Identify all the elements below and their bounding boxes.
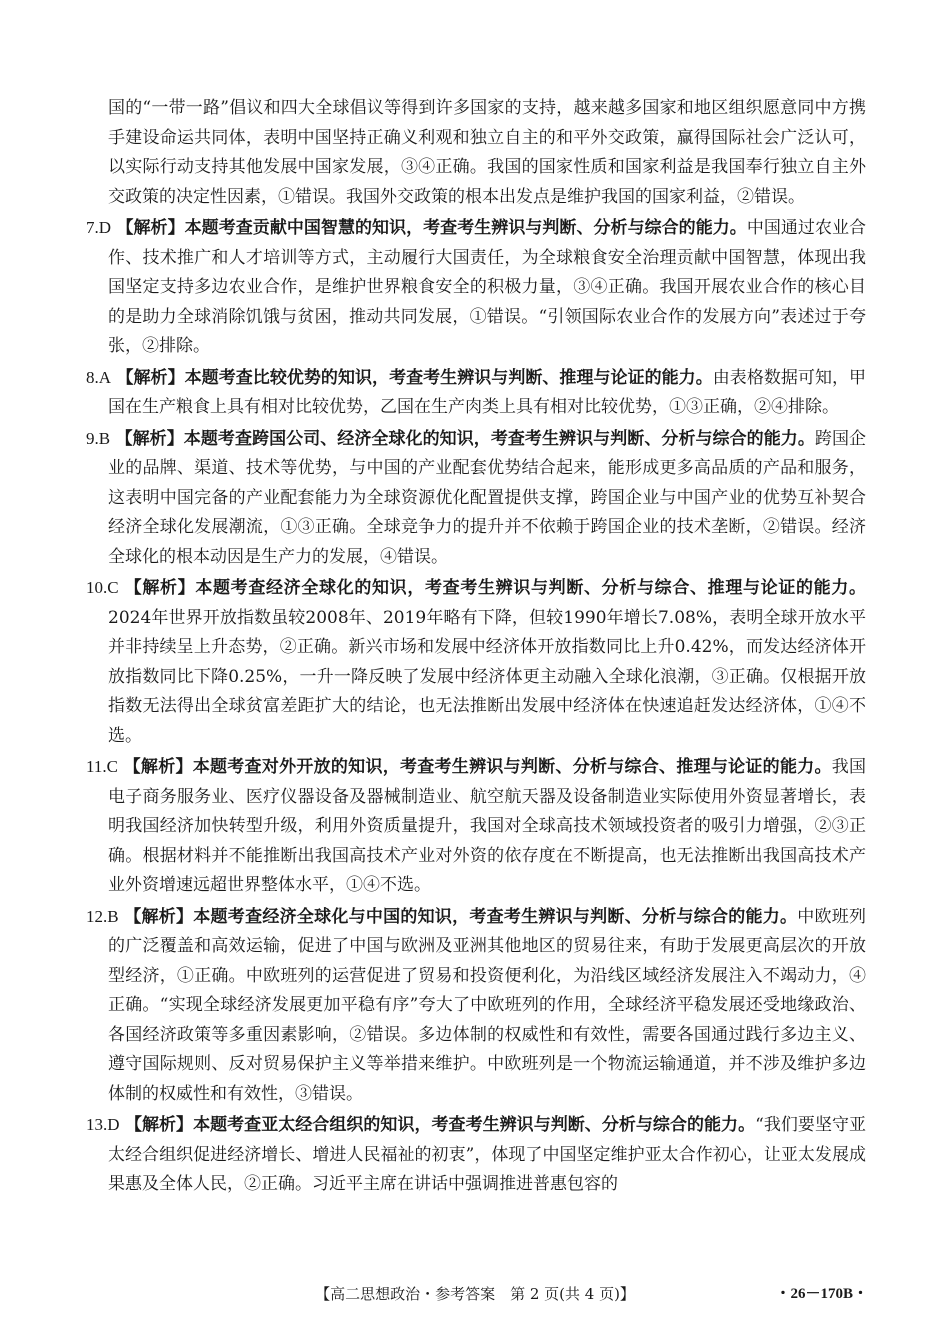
answer-number: 13.D [86, 1115, 120, 1134]
question-focus: 本题考查经济全球化的知识，考查考生辨识与判断、分析与综合、推理与论证的能力。 [195, 578, 867, 598]
answer-content [86, 94, 866, 1201]
answer-explanation: 跨国企业的品牌、渠道、技术等优势，与中国的产业配套优势结合起来，能形成更多高品质的产品和服务，这表明中国完备的产业配套能力为全球资源优化配置提供支撑，跨国企业与中国产业的优势互补契合经济全球化发展潮流，①③正确。全球竞争力的提升并不依赖于跨国企业的技术垄断，②错误。经济全球化的根本动因是生产力的发展，④错误。 [108, 428, 867, 567]
analysis-label: 【解析】 [124, 1115, 194, 1135]
footer-title: 【高二思想政治・参考答案 第 2 页(共 4 页)】 [315, 1285, 635, 1303]
analysis-label: 【解析】 [115, 428, 184, 449]
question-focus: 本题考查对外开放的知识，考查考生辨识与判断、分析与综合、推理与论证的能力。 [192, 757, 832, 777]
answer-number: 10.C [86, 578, 119, 597]
answer-item [86, 424, 866, 573]
answer-number: 11.C [86, 757, 118, 776]
page-footer [0, 1282, 950, 1306]
analysis-label: 【解析】 [123, 757, 193, 777]
question-focus: 本题考查比较优势的知识，考查考生辨识与判断、推理与论证的能力。 [184, 367, 713, 388]
analysis-label: 【解析】 [124, 578, 196, 598]
answer-explanation: 2024年世界开放指数虽较2008年、2019年略有下降，但较1990年增长7.08%，表明全球开放水平并非持续呈上升态势，②正确。新兴市场和发展中经济体开放指数同比上升0.42%，而发达经济体开放指数同比下降0.25%，一升一降反映了发展中经济体更主动融入全球化浪潮，③正确。仅根据开放指数无法得出全球贫富差距扩大的结论，也无法推断出发展中经济体在快速追赶发达经济体，①④不选。 [108, 607, 866, 746]
question-focus: 本题考查贡献中国智慧的知识，考查考生辨识与判断、分析与综合的能力。 [184, 218, 747, 238]
analysis-label: 【解析】 [124, 906, 194, 927]
analysis-label: 【解析】 [116, 367, 185, 388]
answer-explanation: 我国电子商务服务业、医疗仪器设备及器械制造业、航空航天器及设备制造业实际使用外资显著增长，表明我国经济加快转型升级，利用外资质量提升，我国对全球高技术领域投资者的吸引力增强，②③正确。根据材料并不能推断出我国高技术产业对外资的依存度在不断提高，也无法推断出我国高技术产业外资增速远超世界整体水平，①④不选。 [108, 757, 867, 895]
question-focus: 本题考查亚太经合组织的知识，考查考生辨识与判断、分析与综合的能力。 [193, 1115, 756, 1135]
answer-explanation: 由表格数据可知，甲国在生产粮食上具有相对比较优势，乙国在生产肉类上具有相对比较优势，①③正确，②④排除。 [108, 367, 867, 417]
answer-list [86, 213, 866, 1200]
answer-number: 12.B [86, 906, 119, 926]
answer-number: 9.B [86, 428, 111, 448]
continuation-paragraph: 国的“一带一路”倡议和四大全球倡议等得到许多国家的支持，越来越多国家和地区组织愿意同中方携手建设命运共同体，表明中国坚持正确义利观和独立自主的和平外交政策，赢得国际社会广泛认可，以实际行动支持其他发展中国家发展，③④正确。我国的国家性质和国家利益是我国奉行独立自主外交政策的决定性因素，①错误。我国外交政策的根本出发点是维护我国的国家利益，②错误。 [108, 98, 866, 207]
answer-explanation: 中欧班列的广泛覆盖和高效运输，促进了中国与欧洲及亚洲其他地区的贸易往来，有助于发展更高层次的开放型经济，①正确。中欧班列的运营促进了贸易和投资便利化，为沿线区域经济发展注入不竭动力，④正确。“实现全球经济发展更加平稳有序”夸大了中欧班列的作用，全球经济平稳发展还受地缘政治、各国经济政策等多重因素影响，②错误。多边体制的权威性和有效性，需要各国通过践行多边主义、遵守国际规则、反对贸易保护主义等举措来维护。中欧班列是一个物流运输通道，并不涉及维护多边体制的权威性和有效性，③错误。 [108, 906, 867, 1104]
answer-number: 7.D [86, 218, 112, 237]
answer-explanation: “我们要坚守亚太经合组织促进经济增长、增进人民福祉的初衷”，体现了中国坚定维护亚太合作初心，让亚太发展成果惠及全体人民，②正确。习近平主席在讲话中强调推进普惠包容的 [108, 1115, 867, 1194]
analysis-label: 【解析】 [116, 218, 185, 238]
footer-code: ・26－170B・ [775, 1286, 868, 1302]
answer-item [86, 1110, 866, 1200]
answer-number: 8.A [86, 367, 112, 387]
answer-explanation: 中国通过农业合作、技术推广和人才培训等方式，主动履行大国责任，为全球粮食安全治理贡献中国智慧，体现出我国坚定支持多边农业合作，是维护世界粮食安全的积极力量，③④正确。我国开展农业合作的核心目的是助力全球消除饥饿与贫困，推动共同发展，①错误。“引领国际农业合作的发展方向”表述过于夸张，②排除。 [108, 218, 867, 356]
answer-item [86, 363, 866, 423]
answer-item [86, 573, 866, 751]
question-focus: 本题考查经济全球化与中国的知识，考查考生辨识与判断、分析与综合的能力。 [193, 906, 798, 927]
question-focus: 本题考查跨国公司、经济全球化的知识，考查考生辨识与判断、分析与综合的能力。 [183, 428, 815, 449]
answer-item [86, 752, 866, 901]
answer-item [86, 902, 866, 1110]
answer-item [86, 213, 866, 362]
